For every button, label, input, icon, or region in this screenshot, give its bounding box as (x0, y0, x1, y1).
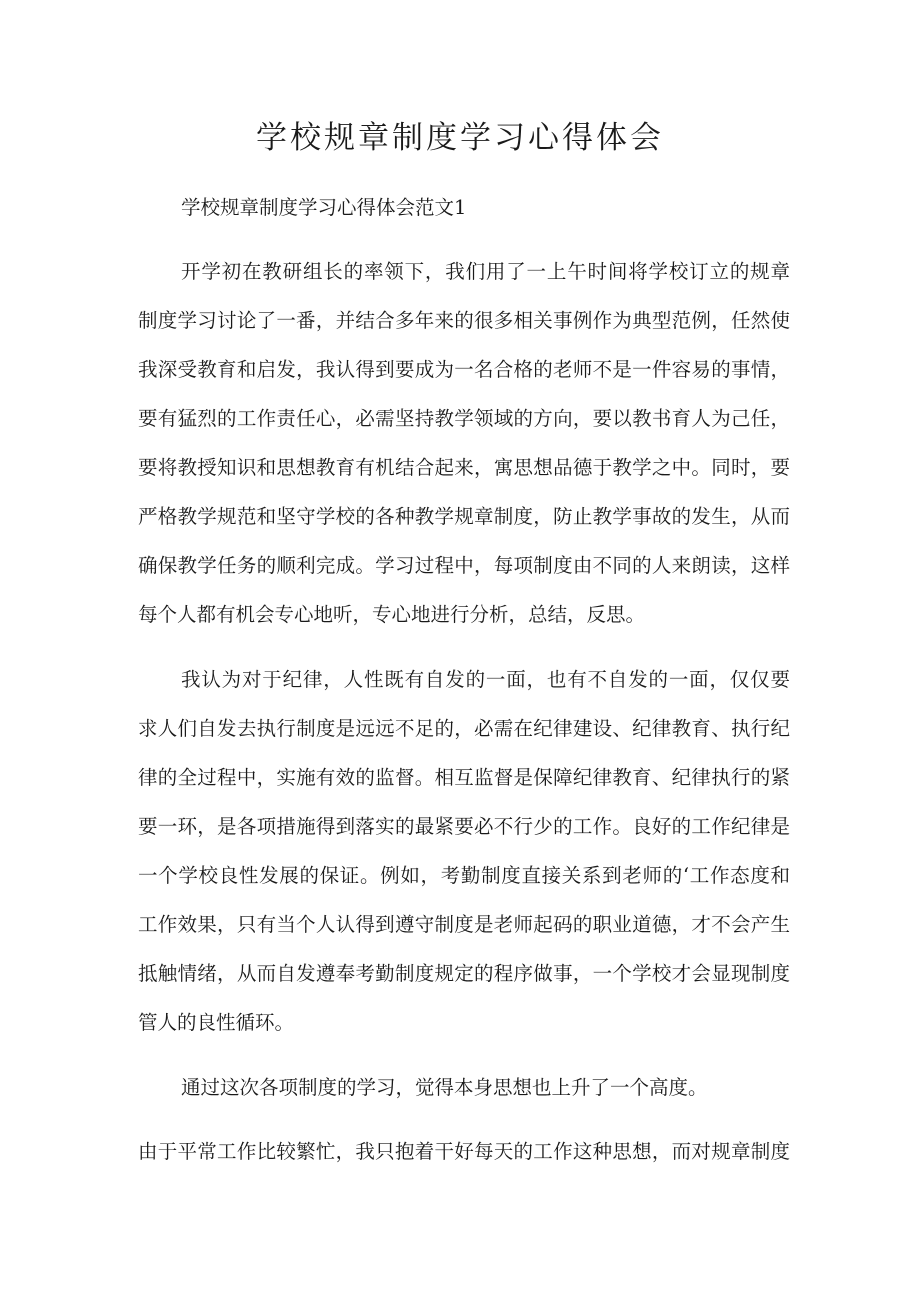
paragraph-line: 要有猛烈的工作责任心，必需坚持教学领域的方向，要以教书育人为己任， (138, 407, 790, 430)
paragraph-line: 求人们自发去执行制度是远远不足的，必需在纪律建设、纪律教育、执行纪 (138, 717, 790, 740)
paragraph-line: 通过这次各项制度的学习，觉得本身思想也上升了一个高度。 (181, 1076, 708, 1099)
paragraph-line: 确保教学任务的顺利完成。学习过程中，每项制度由不同的人来朗读，这样 (138, 554, 790, 577)
paragraph-line: 每个人都有机会专心地听，专心地进行分析，总结，反思。 (138, 603, 646, 626)
document-subtitle: 学校规章制度学习心得体会范文1 (181, 196, 467, 219)
paragraph-line: 由于平常工作比较繁忙，我只抱着干好每天的工作这种思想，而对规章制度 (138, 1140, 790, 1163)
paragraph-line: 要将教授知识和思想教育有机结合起来，寓思想品德于教学之中。同时，要 (138, 456, 790, 479)
paragraph-line: 工作效果，只有当个人认得到遵守制度是老师起码的职业道德，才不会产生 (138, 913, 790, 936)
paragraph-line: 我认为对于纪律，人性既有自发的一面，也有不自发的一面，仅仅要 (181, 668, 790, 691)
paragraph-line: 制度学习讨论了一番，并结合多年来的很多相关事例作为典型范例，任然使 (138, 309, 790, 332)
paragraph-line: 一个学校良性发展的保证。例如，考勤制度直接关系到老师的‘工作态度和 (138, 864, 790, 887)
paragraph-line: 律的全过程中，实施有效的监督。相互监督是保障纪律教育、纪律执行的紧 (138, 766, 790, 789)
document-title: 学校规章制度学习心得体会 (256, 120, 664, 156)
paragraph-line: 严格教学规范和坚守学校的各种教学规章制度，防止教学事故的发生，从而 (138, 505, 790, 528)
paragraph-line: 我深受教育和启发，我认得到要成为一名合格的老师不是一件容易的事情， (138, 358, 790, 381)
paragraph-line: 要一环，是各项措施得到落实的最紧要必不行少的工作。良好的工作纪律是 (138, 815, 790, 838)
paragraph-line: 管人的良性循环。 (138, 1011, 295, 1034)
paragraph-line: 开学初在教研组长的率领下，我们用了一上午时间将学校订立的规章 (181, 260, 790, 283)
paragraph-line: 抵触情绪，从而自发遵奉考勤制度规定的程序做事，一个学校才会显现制度 (138, 962, 790, 985)
